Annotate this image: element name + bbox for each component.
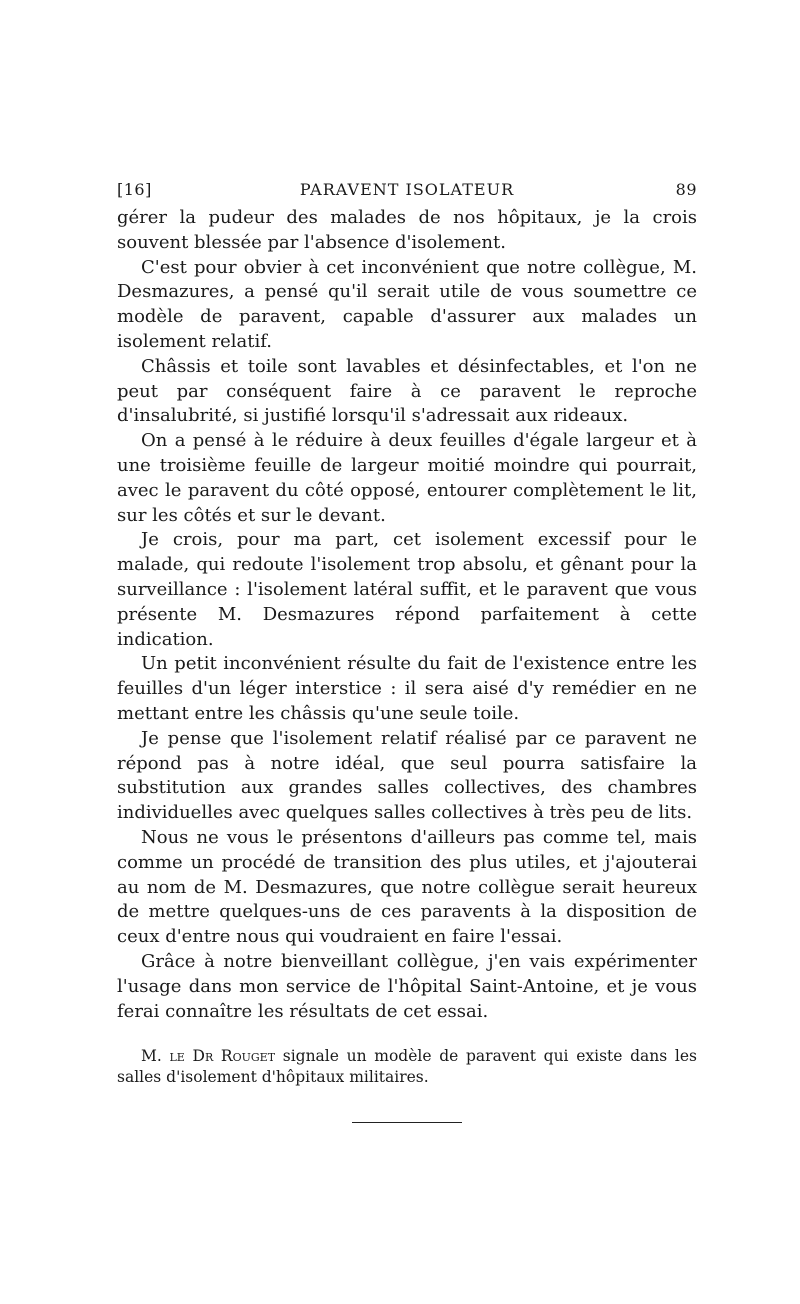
remark-text: signale un modèle de paravent qui existe dans les salles d'isolement d'hôpitaux militaires. bbox=[117, 1047, 697, 1087]
paragraph: Je pense que l'isolement relatif réalisé par ce paravent ne répond pas à notre idéal, que seul pourra satisfaire la substitution aux grandes salles collectives, des chambres individuelles avec quelques salles collectives à très peu de lits. bbox=[117, 727, 697, 824]
speaker-remark bbox=[117, 1046, 697, 1088]
paragraph: Nous ne vous le présentons d'ailleurs pas comme tel, mais comme un procédé de transition des plus utiles, et j'ajouterai au nom de M. Desmazures, que notre collègue serait heureux de mettre quelques-uns de ces paravents à la disposition de ceux d'entre nous qui voudraient en faire l'essai. bbox=[117, 826, 697, 948]
section-divider bbox=[352, 1122, 462, 1123]
signature-mark: [16] bbox=[117, 180, 152, 199]
paragraph: Je crois, pour ma part, cet isolement excessif pour le malade, qui redoute l'isolement trop absolu, et gênant pour la surveillance : l'isolement latéral suffit, et le paravent que vous présente M. Desmazures répond parfaitement à cette indication. bbox=[117, 529, 697, 650]
running-head bbox=[117, 180, 697, 206]
body-text bbox=[117, 206, 697, 1024]
paragraph: C'est pour obvier à cet inconvénient que notre collègue, M. Desmazures, a pensé qu'il serait utile de vous soumettre ce modèle de paravent, capable d'assurer aux malades un isolement relatif. bbox=[117, 256, 697, 352]
paragraph: Grâce à notre bienveillant collègue, j'en vais expérimenter l'usage dans mon service de l'hôpital Saint-Antoine, et je vous ferai connaître les résultats de cet essai. bbox=[117, 950, 697, 1022]
document-page bbox=[117, 180, 697, 1123]
paragraph: gérer la pudeur des malades de nos hôpitaux, je la crois souvent blessée par l'absence d'isolement. bbox=[117, 207, 697, 253]
paragraph: On a pensé à le réduire à deux feuilles d'égale largeur et à une troisième feuille de largeur moitié moindre qui pourrait, avec le paravent du côté opposé, entourer complètement le lit, sur les côtés et sur le devant. bbox=[117, 430, 697, 526]
remark-paragraph bbox=[117, 1046, 697, 1088]
paragraph: Châssis et toile sont lavables et désinfectables, et l'on ne peut par conséquent faire à ce paravent le reproche d'insalubrité, si justifié lorsqu'il s'adressait aux rideaux. bbox=[117, 355, 697, 427]
running-title: PARAVENT ISOLATEUR bbox=[299, 180, 515, 199]
speaker-name: M. le Dr Rouget bbox=[141, 1047, 276, 1066]
page-number: 89 bbox=[675, 180, 697, 199]
paragraph: Un petit inconvénient résulte du fait de l'existence entre les feuilles d'un léger interstice : il sera aisé d'y remédier en ne mettant entre les châssis qu'une seule toile. bbox=[117, 653, 697, 724]
